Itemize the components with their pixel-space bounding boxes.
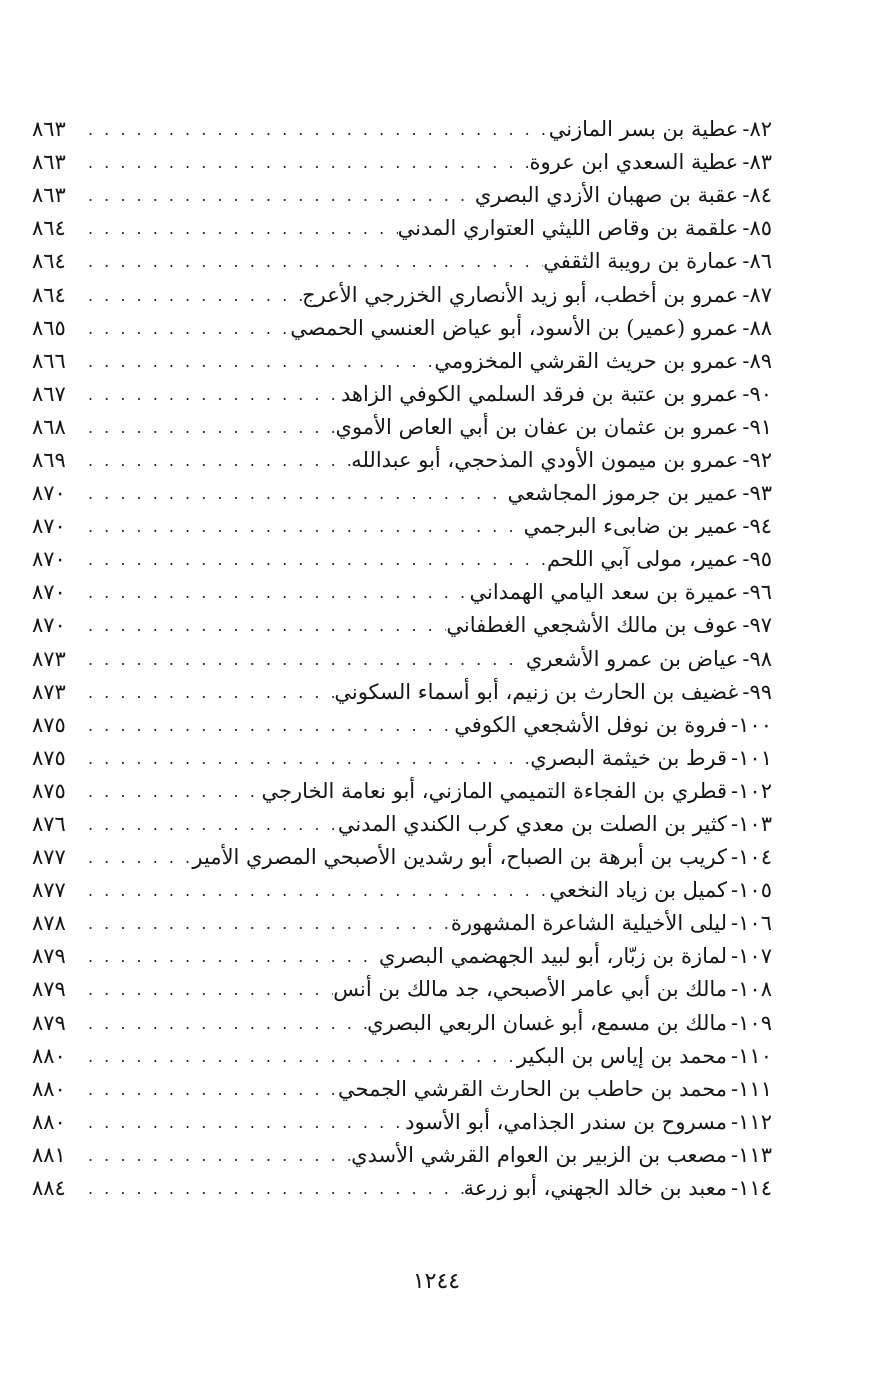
entry-number: ٨٧- (742, 282, 772, 307)
entry-title: مالك بن أبي عامر الأصبحي، جد مالك بن أنس (333, 977, 728, 1002)
entry-number: ١١١- (731, 1076, 772, 1101)
entry-number: ١٠٢- (731, 778, 772, 803)
dot-leader (82, 312, 290, 345)
entry-page-number: ٨٧٦ (32, 812, 66, 837)
dot-leader (82, 1139, 351, 1172)
toc-entry (32, 1073, 772, 1106)
toc-entry (32, 1139, 772, 1172)
entry-page-number: ٨٦٤ (32, 216, 66, 241)
toc-entry (32, 576, 772, 609)
dot-leader (82, 1073, 338, 1106)
entry-title: عوف بن مالك الأشجعي الغطفاني (446, 613, 739, 638)
dot-leader (82, 543, 547, 576)
entry-title: كثير بن الصلت بن معدي كرب الكندي المدني (337, 812, 728, 837)
toc-entry (32, 808, 772, 841)
entry-title: عمرو بن عثمان بن عفان بن أبي العاص الأموي (335, 414, 739, 439)
entry-number: ٩٦- (742, 580, 772, 605)
entry-number: ٩٤- (742, 514, 772, 539)
entry-page-number: ٨٧٧ (32, 845, 66, 870)
entry-page-number: ٨٦٣ (32, 150, 66, 175)
entry-number: ١١٠- (731, 1043, 772, 1068)
dot-leader (82, 940, 379, 973)
entry-page-number: ٨٧٩ (32, 1010, 66, 1035)
entry-page-number: ٨٦٦ (32, 348, 66, 373)
dot-leader (82, 279, 302, 312)
entry-page-number: ٨٦٣ (32, 183, 66, 208)
entry-title: لمازة بن زبّار، أبو لبيد الجهضمي البصري (379, 944, 728, 969)
entry-title: عمرو بن أخطب، أبو زيد الأنصاري الخزرجي الأعرج (302, 282, 739, 307)
entry-page-number: ٨٦٤ (32, 282, 66, 307)
entry-page-number: ٨٧٠ (32, 514, 66, 539)
entry-number: ٩٠- (742, 381, 772, 406)
entry-title: مسروح بن سندر الجذامي، أبو الأسود (405, 1109, 728, 1134)
dot-leader (82, 1106, 405, 1139)
entry-number: ٨٢- (742, 117, 772, 142)
dot-leader (82, 345, 434, 378)
dot-leader (82, 1172, 464, 1205)
dot-leader (82, 874, 549, 907)
entry-number: ١٠١- (731, 745, 772, 770)
entry-page-number: ٨٧٩ (32, 977, 66, 1002)
entry-page-number: ٨٦٣ (32, 117, 66, 142)
entry-number: ٨٦- (742, 249, 772, 274)
dot-leader (82, 179, 475, 212)
entry-page-number: ٨٨١ (32, 1142, 66, 1167)
dot-leader (82, 1040, 517, 1073)
entry-title: كميل بن زياد النخعي (549, 878, 728, 903)
toc-entry (32, 113, 772, 146)
entry-title: محمد بن حاطب بن الحارث القرشي الجمحي (338, 1076, 728, 1101)
dot-leader (82, 113, 549, 146)
toc-entry (32, 973, 772, 1006)
dot-leader (82, 709, 454, 742)
entry-number: ٨٥- (742, 216, 772, 241)
toc-entry (32, 874, 772, 907)
toc-entry (32, 543, 772, 576)
entry-title: فروة بن نوفل الأشجعي الكوفي (454, 712, 728, 737)
entry-number: ٨٤- (742, 183, 772, 208)
entry-title: عمرو بن ميمون الأودي المذحجي، أبو عبدالله (351, 447, 739, 472)
entry-page-number: ٨٦٧ (32, 381, 66, 406)
dot-leader (82, 643, 526, 676)
entry-number: ٨٨- (742, 315, 772, 340)
entry-number: ١٠٦- (731, 911, 772, 936)
toc-entry (32, 477, 772, 510)
entry-number: ٩٣- (742, 481, 772, 506)
entry-title: عمرو بن عتبة بن فرقد السلمي الكوفي الزاهد (340, 381, 739, 406)
entry-number: ١١٤- (731, 1176, 772, 1201)
dot-leader (82, 742, 530, 775)
entry-page-number: ٨٧٠ (32, 580, 66, 605)
toc-entry (32, 411, 772, 444)
dot-leader (82, 477, 508, 510)
entry-page-number: ٨٧٥ (32, 712, 66, 737)
toc-entry (32, 444, 772, 477)
entry-title: مالك بن مسمع، أبو غسان الربعي البصري (367, 1010, 728, 1035)
dot-leader (82, 907, 451, 940)
dot-leader (82, 775, 262, 808)
dot-leader (82, 841, 192, 874)
entry-number: ٩٢- (742, 447, 772, 472)
entry-title: عمرو (عمير) بن الأسود، أبو عياض العنسي الحمصي (290, 315, 739, 340)
entry-title: محمد بن إياس بن البكير (516, 1043, 728, 1068)
entry-title: كريب بن أبرهة بن الصباح، أبو رشدين الأصبحي المصري الأمير (192, 845, 728, 870)
entry-title: غضيف بن الحارث بن زنيم، أبو أسماء السكوني (334, 679, 739, 704)
table-of-contents (32, 113, 772, 1205)
dot-leader (82, 212, 398, 245)
entry-title: عمارة بن رويبة الثقفي (543, 249, 739, 274)
entry-page-number: ٨٧٨ (32, 911, 66, 936)
entry-number: ٩٨- (742, 646, 772, 671)
toc-entry (32, 1007, 772, 1040)
entry-page-number: ٨٧٩ (32, 944, 66, 969)
toc-entry (32, 775, 772, 808)
entry-number: ١٠٠- (731, 712, 772, 737)
entry-title: عمير، مولى آبي اللحم (547, 547, 739, 572)
toc-entry (32, 278, 772, 311)
dot-leader (82, 609, 446, 642)
entry-page-number: ٨٧٠ (32, 481, 66, 506)
dot-leader (82, 245, 543, 278)
entry-page-number: ٨٨٤ (32, 1176, 66, 1201)
entry-page-number: ٨٦٥ (32, 315, 66, 340)
entry-number: ١٠٤- (731, 845, 772, 870)
entry-title: علقمة بن وقاص الليثي العتواري المدني (397, 216, 739, 241)
entry-page-number: ٨٧٠ (32, 547, 66, 572)
toc-entry (32, 510, 772, 543)
entry-page-number: ٨٦٨ (32, 414, 66, 439)
entry-page-number: ٨٦٩ (32, 447, 66, 472)
entry-page-number: ٨٨٠ (32, 1109, 66, 1134)
toc-entry (32, 940, 772, 973)
entry-title: قرط بن خيثمة البصري (530, 745, 728, 770)
toc-entry (32, 212, 772, 245)
entry-number: ٩١- (742, 414, 772, 439)
entry-page-number: ٨٨٠ (32, 1076, 66, 1101)
entry-number: ١٠٧- (731, 944, 772, 969)
entry-page-number: ٨٧٧ (32, 878, 66, 903)
toc-entry (32, 179, 772, 212)
toc-entry (32, 841, 772, 874)
entry-title: عمير بن جرموز المجاشعي (507, 481, 739, 506)
dot-leader (82, 576, 469, 609)
entry-number: ١٠٥- (731, 878, 772, 903)
dot-leader (82, 411, 336, 444)
toc-entry (32, 1172, 772, 1205)
toc-entry (32, 709, 772, 742)
entry-number: ٨٣- (742, 150, 772, 175)
dot-leader (82, 808, 338, 841)
entry-number: ٩٧- (742, 613, 772, 638)
dot-leader (82, 444, 351, 477)
entry-title: عميرة بن سعد اليامي الهمداني (469, 580, 739, 605)
entry-page-number: ٨٧٥ (32, 745, 66, 770)
dot-leader (82, 676, 334, 709)
entry-number: ٩٥- (742, 547, 772, 572)
toc-entry (32, 378, 772, 411)
dot-leader (82, 146, 529, 179)
entry-page-number: ٨٧٠ (32, 613, 66, 638)
page-number: ١٢٤٤ (412, 1269, 461, 1294)
toc-entry (32, 643, 772, 676)
entry-title: عياض بن عمرو الأشعري (525, 646, 739, 671)
entry-number: ١١٣- (731, 1142, 772, 1167)
entry-page-number: ٨٦٤ (32, 249, 66, 274)
dot-leader (82, 378, 341, 411)
entry-number: ١٠٩- (731, 1010, 772, 1035)
entry-title: ليلى الأخيلية الشاعرة المشهورة (450, 911, 728, 936)
toc-entry (32, 345, 772, 378)
toc-entry (32, 146, 772, 179)
entry-title: قطري بن الفجاءة التميمي المازني، أبو نعامة الخارجي (261, 778, 728, 803)
toc-entry (32, 1040, 772, 1073)
toc-entry (32, 1106, 772, 1139)
toc-entry (32, 312, 772, 345)
toc-entry (32, 742, 772, 775)
entry-number: ٩٩- (742, 679, 772, 704)
toc-entry (32, 676, 772, 709)
entry-number: ٨٩- (742, 348, 772, 373)
entry-page-number: ٨٧٥ (32, 778, 66, 803)
entry-title: مصعب بن الزبير بن العوام القرشي الأسدي (351, 1142, 728, 1167)
entry-title: معبد بن خالد الجهني، أبو زرعة (463, 1176, 728, 1201)
entry-number: ١٠٨- (731, 977, 772, 1002)
entry-page-number: ٨٧٣ (32, 646, 66, 671)
toc-entry (32, 245, 772, 278)
entry-page-number: ٨٧٣ (32, 679, 66, 704)
toc-entry (32, 907, 772, 940)
dot-leader (82, 973, 333, 1006)
entry-title: عطية السعدي ابن عروة (529, 150, 739, 175)
entry-number: ١١٢- (731, 1109, 772, 1134)
dot-leader (82, 510, 524, 543)
entry-number: ١٠٣- (731, 812, 772, 837)
dot-leader (82, 1007, 367, 1040)
entry-title: عطية بن بسر المازني (548, 117, 739, 142)
entry-title: عقبة بن صهبان الأزدي البصري (474, 183, 739, 208)
entry-page-number: ٨٨٠ (32, 1043, 66, 1068)
entry-title: عمرو بن حريث القرشي المخزومي (434, 348, 739, 373)
toc-entry (32, 609, 772, 642)
entry-title: عمير بن ضابىء البرجمي (523, 514, 739, 539)
